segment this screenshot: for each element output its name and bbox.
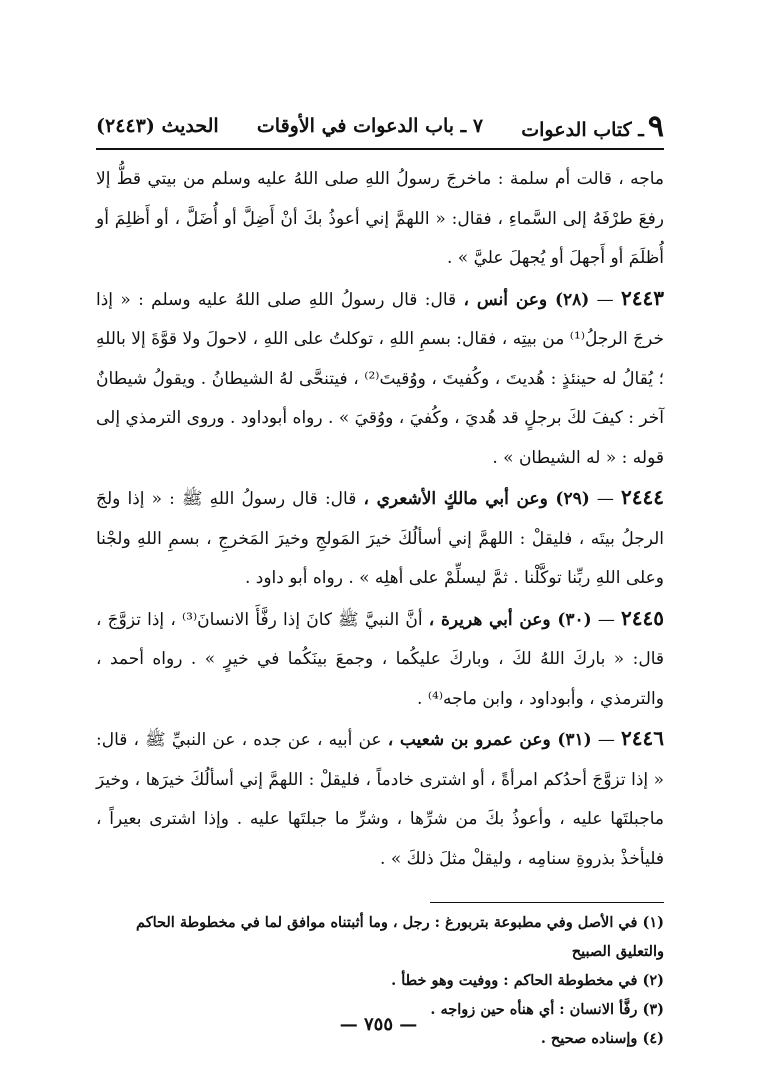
- hadith-text: أنَّ النبيَّ ﷺ كانَ إذا رفَّأَ الانسانَ⁽³⁾ ، إذا تزوَّجَ ، قال: « باركَ اللهُ لكَ ، وباركَ عليكُما ، وجمعَ بينَكُما في خيرٍ » . رواه أحمد ، والترمذي ، وأبوداود ، وابن ماجه⁽⁴⁾ .: [96, 609, 664, 709]
- book-number: ٩: [647, 108, 664, 144]
- header-divider: [96, 148, 664, 150]
- hadith-2443: ٢٤٤٣ — (٢٨) وعن أنس ، قال: قال رسولُ اللهِ صلى اللهُ عليه وسلم : « إذا خرجَ الرجلُ⁽¹⁾ من بيتِه ، فقال: بسمِ اللهِ ، توكلتُ على اللهِ ، لاحولَ ولا قوَّةَ إلا باللهِ ؛ يُقالُ له حينئذٍ : هُديتَ ، وكُفيتَ ، ووُقيتَ⁽²⁾ ، فيتنحَّى لهُ الشيطانُ . ويقولُ شيطانٌ آخر : كيفَ لكَ برجلٍ قد هُديَ ، وكُفيَ ، ووُقيَ » . رواه أبوداود . وروى الترمذي إلى قوله : « له الشيطان » .: [96, 285, 665, 468]
- book-title: ٩ـ كتاب الدعوات: [521, 108, 664, 144]
- hadith-text: قال: قال رسولُ اللهِ صلى اللهُ عليه وسلم : « إذا خرجَ الرجلُ⁽¹⁾ من بيتِه ، فقال: بسمِ اللهِ ، توكلتُ على اللهِ ، لاحولَ ولا قوَّةَ إلا باللهِ ؛ يُقالُ له حينئذٍ : هُديتَ ، وكُفيتَ ، ووُقيتَ⁽²⁾ ، فيتنحَّى لهُ الشيطانُ . ويقولُ شيطانٌ آخر : كيفَ لكَ برجلٍ قد هُديَ ، وكُفيَ ، ووُقيَ » . رواه أبوداود . وروى الترمذي إلى قوله : « له الشيطان » .: [96, 289, 665, 468]
- hadith-2446: ٢٤٤٦ — (٣١) وعن عمرو بن شعيب ، عن أبيه ، عن جده ، عن النبيِّ ﷺ ، قال: « إذا تزوَّجَ أحدُكم امرأةً ، أو اشترى خادماً ، فليقلْ : اللهمَّ إني أسألُكَ خيرَها ، وخيرَ ماجبلتَها عليه ، وأعوذُ بكَ من شرِّها ، وشرِّ ما جبلتَها عليه . وإذا اشترى بعيراً ، فليأخذْ بذروةِ سنامِه ، وليقلْ مثلَ ذلكَ » .: [96, 726, 664, 869]
- hadith-number: ٢٤٤٣: [621, 285, 664, 310]
- footnote-2: (٢) في مخطوطة الحاكم : ووفيت وهو خطأ .: [391, 972, 664, 989]
- paragraph-continuation: [96, 160, 664, 279]
- chapter-title: ٧ ـ باب الدعوات في الأوقات: [256, 115, 484, 137]
- hadith-number: ٢٤٤٥: [621, 605, 664, 630]
- hadith-narrator: (٢٩) وعن أبي مالكٍ الأشعري ،: [363, 489, 590, 509]
- hadith-narrator: (٣٠) وعن أبي هريرة ،: [428, 609, 592, 630]
- running-header: [96, 106, 664, 146]
- footnote-3: (٣) رفَّأ الانسان : أي هنأه حين زواجه .: [430, 1001, 664, 1018]
- hadith-narrator: (٢٨) وعن أنس ،: [463, 289, 590, 310]
- hadith-number: ٢٤٤٤: [621, 485, 665, 509]
- paragraph-text: ماجه ، قالت أم سلمة : ماخرجَ رسولُ اللهِ صلى اللهُ عليه وسلم من بيتي قطُّ إلا رفعَ طرْفَهُ إلى السَّماءِ ، فقال: « اللهمَّ إني أعوذُ بكَ أنْ أَضِلَّ أو أُضَلَّ ، أو أَظلِمَ أو أُظلَمَ أو أَجهلَ أو يُجهلَ عليَّ » .: [96, 169, 664, 268]
- footnote-divider: [430, 902, 664, 903]
- hadith-reference: الحديث (٢٤٤٣): [96, 115, 219, 137]
- hadith-text: قال: قال رسولُ اللهِ ﷺ : « إذا ولجَ الرجلُ بيتَه ، فليقلْ : اللهمَّ إني أسألُكَ خيرَ المَولجِ وخيرَ المَخرجِ ، بسمِ اللهِ ولجْنا وعلى اللهِ ربِّنا توكَّلْنا . ثمَّ ليسلِّمْ على أهلِه » . رواه أبو داود .: [96, 489, 664, 588]
- hadith-text: عن أبيه ، عن جده ، عن النبيِّ ﷺ ، قال: « إذا تزوَّجَ أحدُكم امرأةً ، أو اشترى خادماً ، فليقلْ : اللهمَّ إني أسألُكَ خيرَها ، وخيرَ ماجبلتَها عليه ، وأعوذُ بكَ من شرِّها ، وشرِّ ما جبلتَها عليه . وإذا اشترى بعيراً ، فليأخذْ بذروةِ سنامِه ، وليقلْ مثلَ ذلكَ » .: [96, 730, 664, 869]
- page-number: — ٧٥٥ —: [339, 1014, 418, 1035]
- footnote-1: (١) في الأصل وفي مطبوعة بتربورغ : رجل ، وما أثبتناه موافق لما في مخطوطة الحاكم والتعليق الصبيح: [136, 914, 664, 960]
- footnote-4: (٤) وإسناده صحيح .: [540, 1030, 664, 1047]
- hadith-2444: ٢٤٤٤ — (٢٩) وعن أبي مالكٍ الأشعري ، قال: قال رسولُ اللهِ ﷺ : « إذا ولجَ الرجلُ بيتَه ، فليقلْ : اللهمَّ إني أسألُكَ خيرَ المَولجِ وخيرَ المَخرجِ ، بسمِ اللهِ ولجْنا وعلى اللهِ ربِّنا توكَّلْنا . ثمَّ ليسلِّمْ على أهلِه » . رواه أبو داود .: [96, 485, 665, 588]
- hadith-2445: ٢٤٤٥ — (٣٠) وعن أبي هريرة ، أنَّ النبيَّ ﷺ كانَ إذا رفَّأَ الانسانَ⁽³⁾ ، إذا تزوَّجَ ، قال: « باركَ اللهُ لكَ ، وباركَ عليكُما ، وجمعَ بينَكُما في خيرٍ » . رواه أحمد ، والترمذي ، وأبوداود ، وابن ماجه⁽⁴⁾ .: [96, 605, 664, 709]
- main-text: [96, 160, 664, 879]
- hadith-number: ٢٤٤٦: [621, 726, 664, 750]
- hadith-narrator: (٣١) وعن عمرو بن شعيب ،: [387, 730, 592, 750]
